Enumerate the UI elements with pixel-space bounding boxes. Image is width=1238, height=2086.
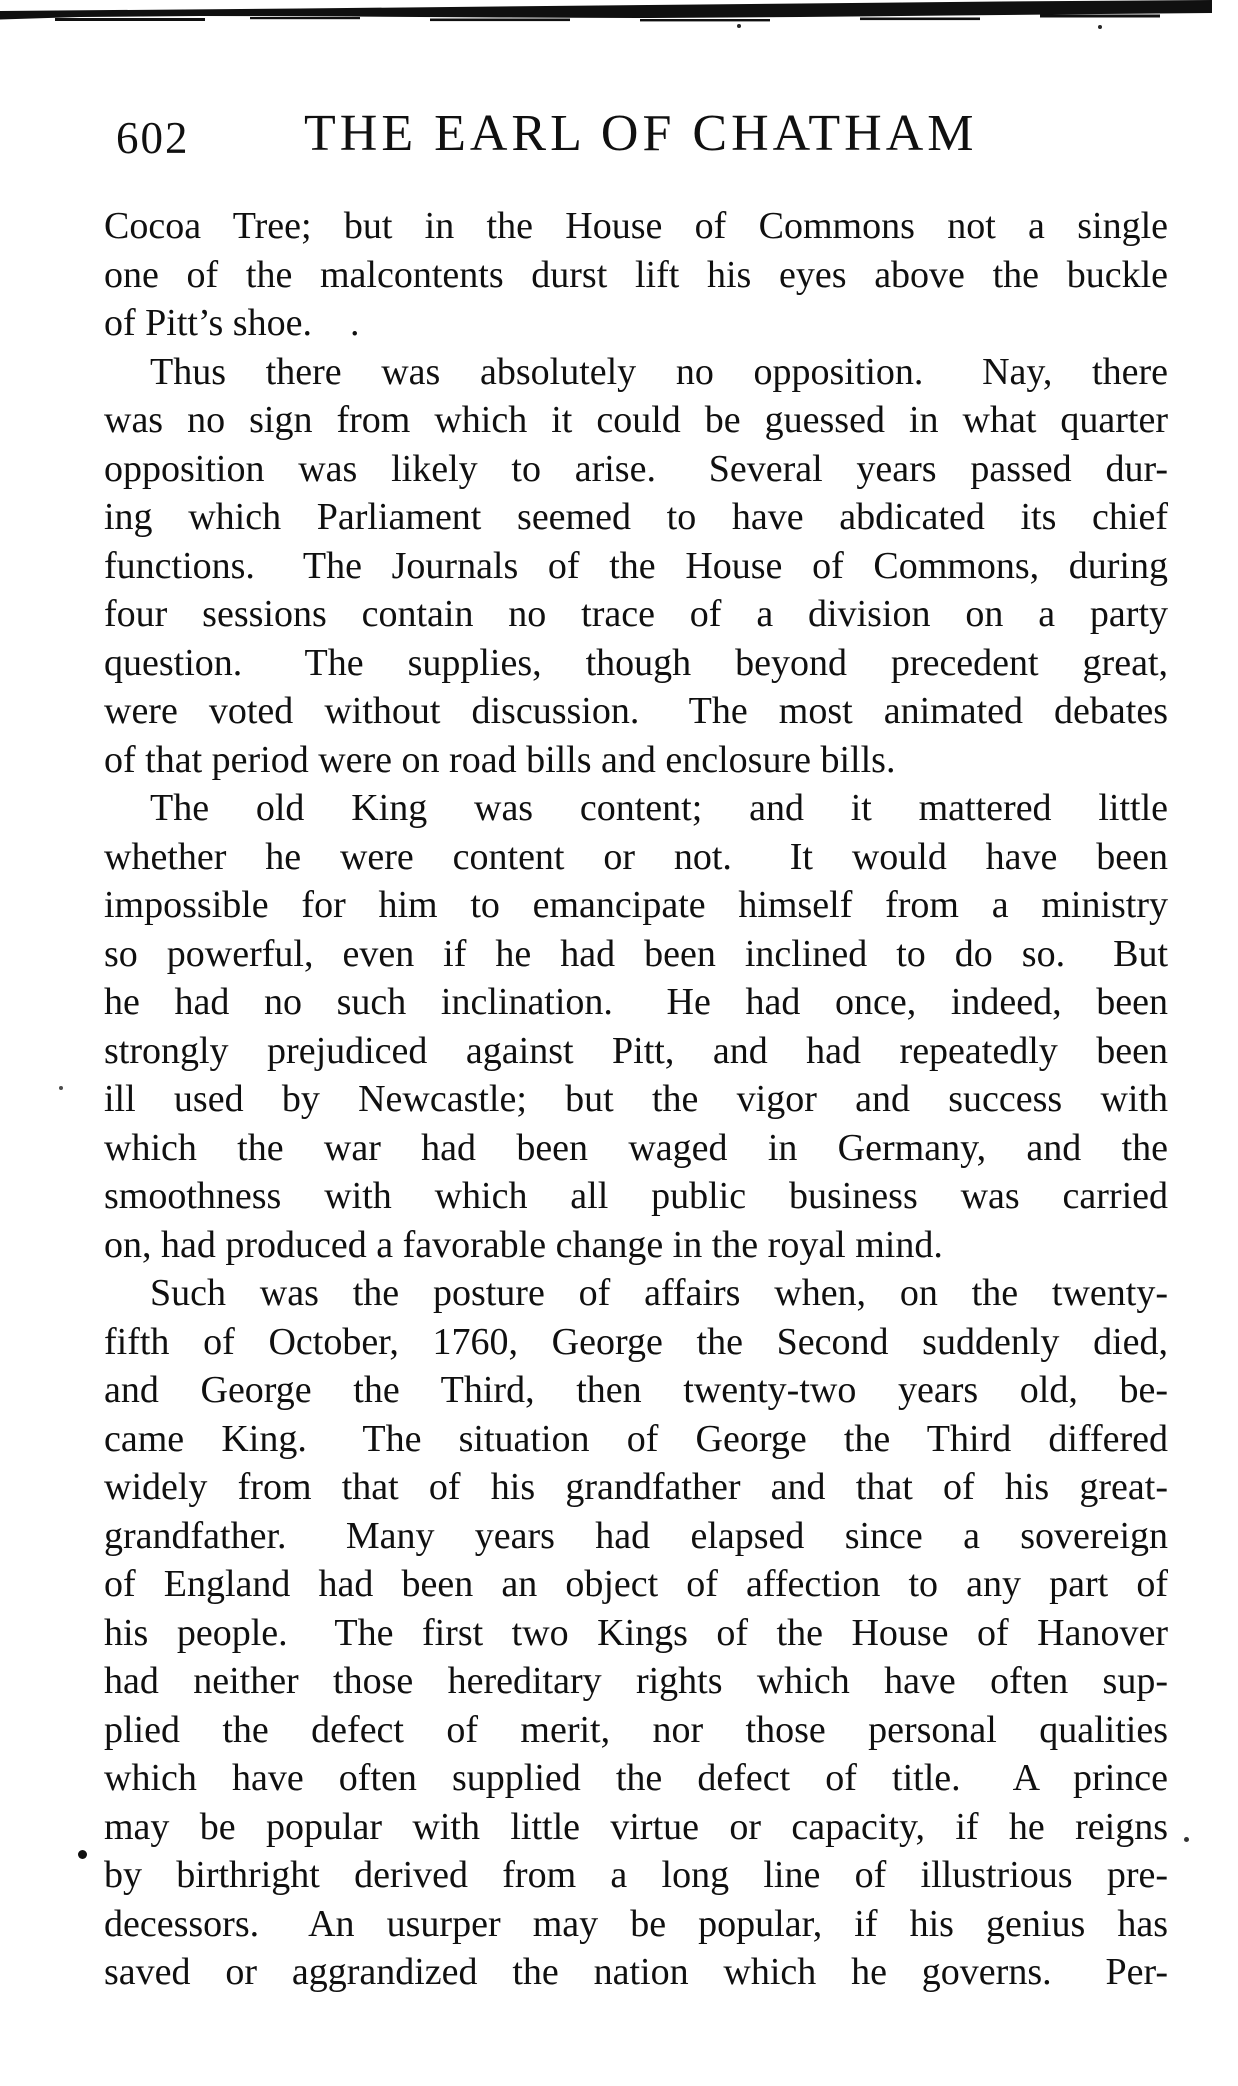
- text-line: fifth of October, 1760, George the Second suddenly died,: [104, 1320, 1168, 1363]
- text-line: The old King was content; and it mattered little: [150, 787, 1168, 829]
- text-line: impossible for him to emancipate himself from a ministry: [104, 884, 1168, 926]
- text-line: whether he were content or not. It would have been: [104, 835, 1168, 878]
- text-line: and George the Third, then twenty-two years old, be-: [104, 1369, 1168, 1411]
- text-line: on, had produced a favorable change in the royal mind.: [104, 1223, 943, 1266]
- scan-artifact-top-bar: [0, 0, 1238, 40]
- scan-speck: [59, 1086, 63, 1090]
- scan-speck: [1098, 25, 1102, 29]
- text-line: so powerful, even if he had been inclined to do so. But: [104, 932, 1168, 975]
- scan-speck: [737, 24, 741, 28]
- text-line: strongly prejudiced against Pitt, and had repeatedly been: [104, 1029, 1168, 1072]
- page-number: 602: [116, 113, 190, 163]
- text-line: one of the malcontents durst lift his eyes above the buckle: [104, 253, 1168, 296]
- text-line: ill used by Newcastle; but the vigor and success with: [104, 1078, 1168, 1120]
- text-line: widely from that of his grandfather and that of his great-: [104, 1466, 1168, 1508]
- text-line: saved or aggrandized the nation which he governs. Per-: [104, 1951, 1168, 1993]
- text-line: came King. The situation of George the Third differed: [104, 1417, 1168, 1460]
- text-line: may be popular with little virtue or capacity, if he reigns: [104, 1805, 1168, 1848]
- text-line: ing which Parliament seemed to have abdicated its chief: [104, 496, 1168, 538]
- text-line: smoothness with which all public business was carried: [104, 1175, 1168, 1217]
- text-line: Cocoa Tree; but in the House of Commons not a single: [104, 205, 1168, 247]
- text-line: plied the defect of merit, nor those personal qualities: [104, 1708, 1168, 1751]
- text-line: Thus there was absolutely no opposition. Nay, there: [150, 350, 1168, 393]
- text-line: grandfather. Many years had elapsed since a sovereign: [104, 1514, 1168, 1557]
- text-line: he had no such inclination. He had once, indeed, been: [104, 981, 1168, 1023]
- text-line: which the war had been waged in Germany, and the: [104, 1126, 1168, 1169]
- text-line: his people. The first two Kings of the House of Hanover: [104, 1611, 1168, 1654]
- text-line: of that period were on road bills and enclosure bills.: [104, 738, 896, 781]
- text-line: opposition was likely to arise. Several years passed dur-: [104, 447, 1168, 490]
- text-line: Such was the posture of affairs when, on the twenty-: [150, 1272, 1168, 1314]
- text-line: which have often supplied the defect of title. A prince: [104, 1757, 1168, 1799]
- running-title: THE EARL OF CHATHAM: [304, 105, 978, 162]
- scan-speck: [1184, 1837, 1189, 1842]
- text-block: [104, 202, 1168, 1997]
- text-line: had neither those hereditary rights which have often sup-: [104, 1660, 1168, 1702]
- text-line: of England had been an object of affection to any part of: [104, 1563, 1168, 1605]
- text-line: were voted without discussion. The most animated debates: [104, 690, 1168, 732]
- text-line: decessors. An usurper may be popular, if his genius has: [104, 1902, 1168, 1945]
- text-line: functions. The Journals of the House of Commons, during: [104, 544, 1168, 587]
- text-line: four sessions contain no trace of a division on a party: [104, 593, 1168, 635]
- text-line: was no sign from which it could be guessed in what quarter: [104, 399, 1168, 441]
- text-line: of Pitt’s shoe. .: [104, 302, 360, 344]
- margin-dot: [78, 1850, 87, 1859]
- text-line: question. The supplies, though beyond precedent great,: [104, 641, 1168, 684]
- text-line: by birthright derived from a long line of illustrious pre-: [104, 1854, 1168, 1896]
